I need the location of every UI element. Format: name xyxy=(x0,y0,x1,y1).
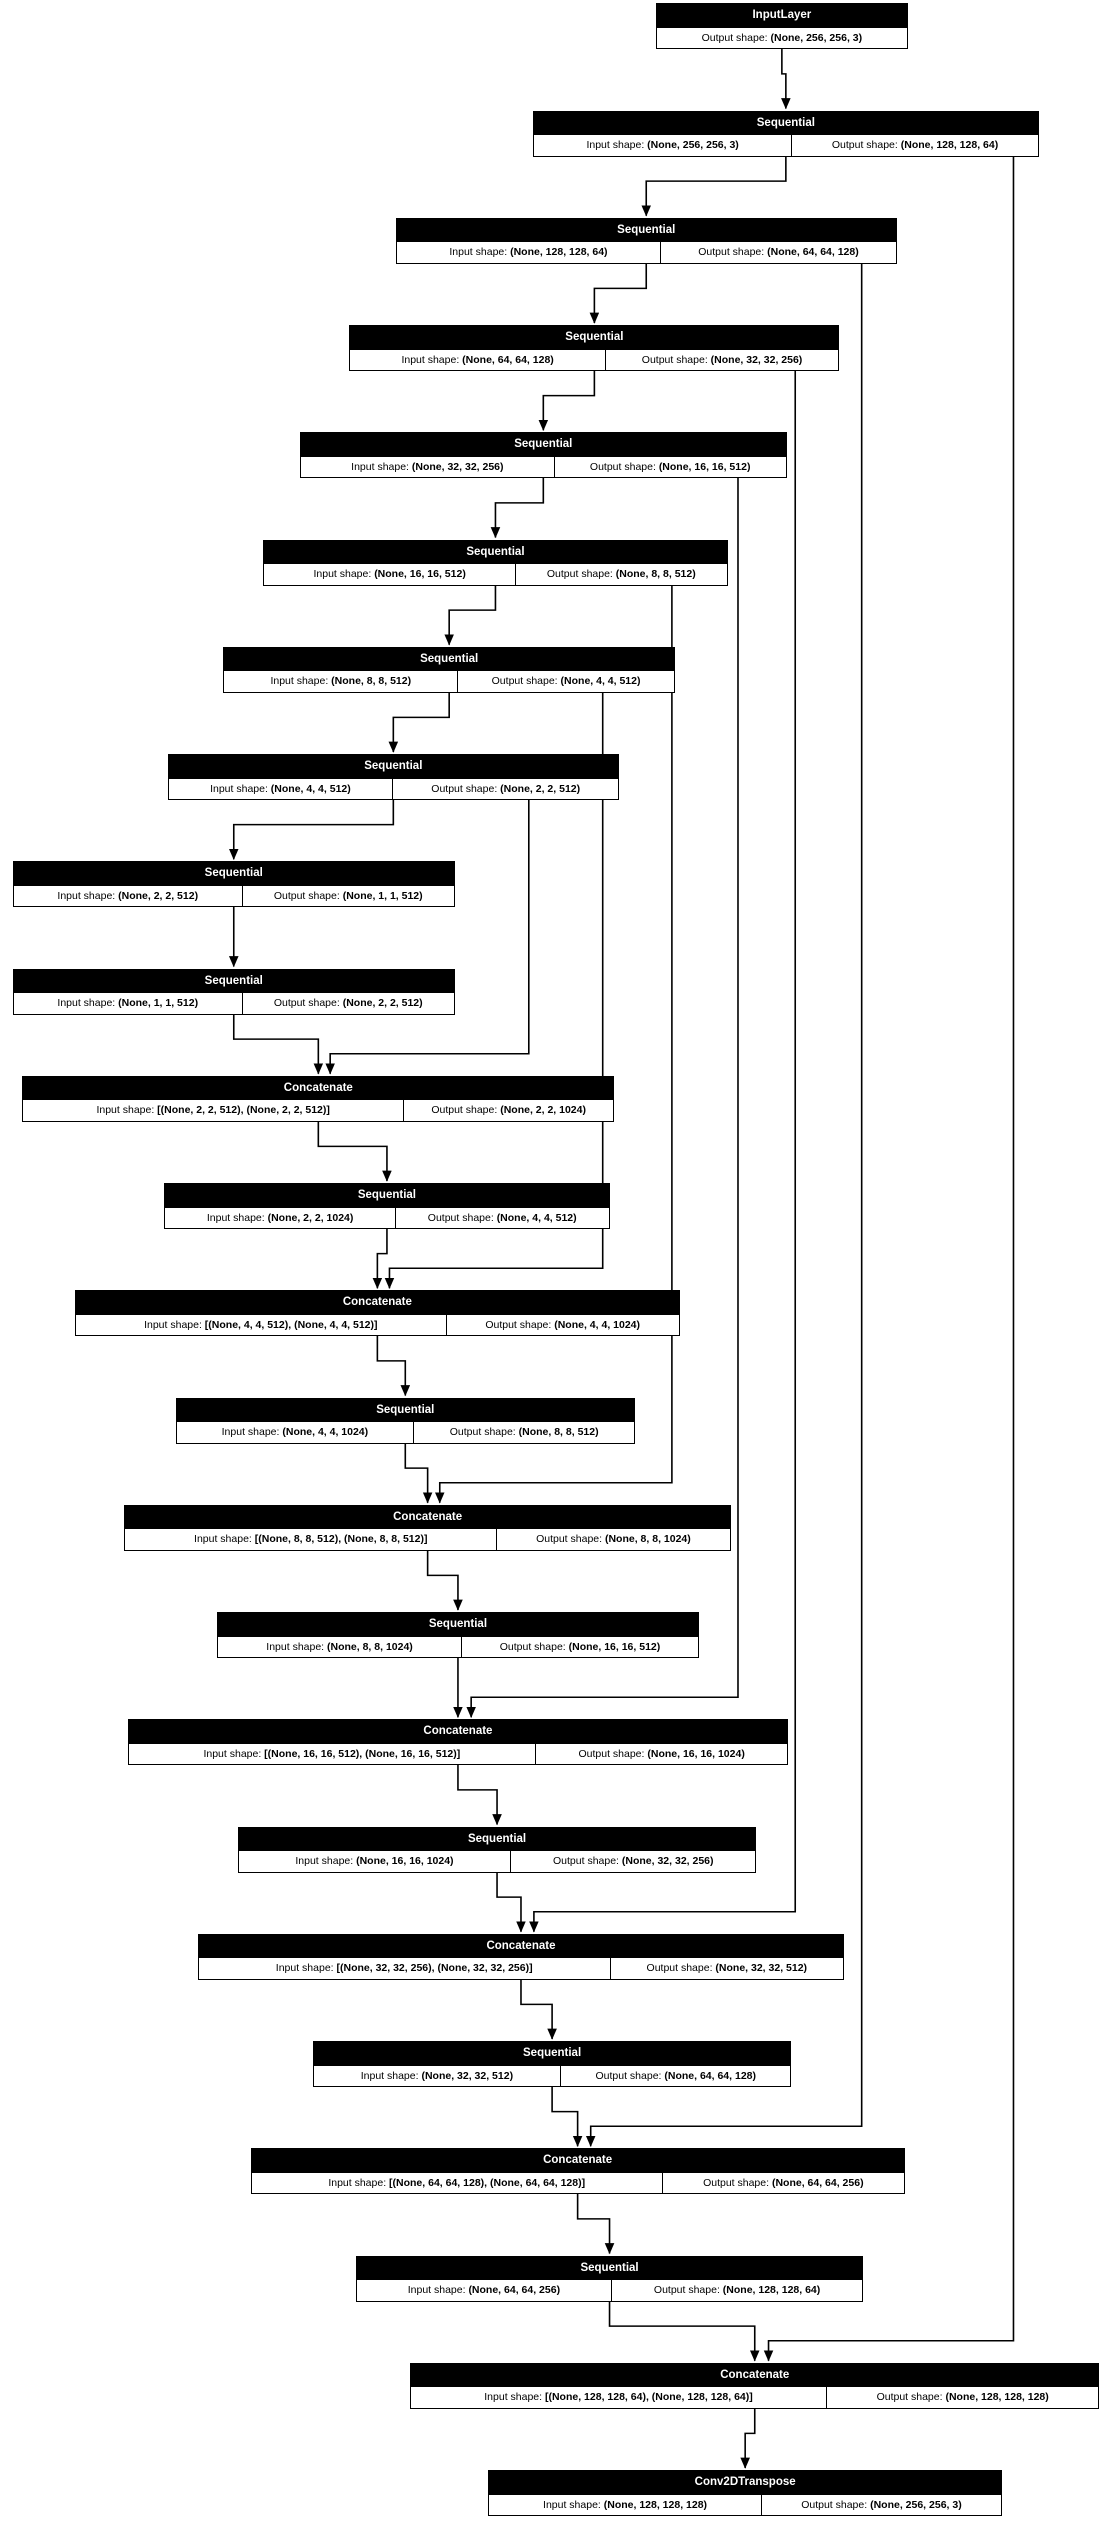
graph-node xyxy=(349,325,839,371)
node-output-value: (None, 2, 2, 512) xyxy=(342,997,423,1010)
node-title: InputLayer xyxy=(657,4,907,27)
node-input-value: (None, 256, 256, 3) xyxy=(647,139,739,152)
node-title: Sequential xyxy=(177,1399,635,1422)
graph-edge xyxy=(440,574,672,1503)
node-input-value: (None, 8, 8, 512) xyxy=(331,675,412,688)
graph-edge xyxy=(534,359,795,1932)
graph-node xyxy=(313,2041,792,2087)
node-output-value: (None, 128, 128, 64) xyxy=(722,2284,821,2297)
node-shapes xyxy=(252,2172,904,2194)
node-title: Concatenate xyxy=(252,2149,904,2172)
node-shapes xyxy=(350,349,838,371)
node-output-value: (None, 2, 2, 1024) xyxy=(500,1104,586,1117)
node-title: Sequential xyxy=(239,1828,756,1851)
node-title: Concatenate xyxy=(411,2364,1098,2387)
node-shapes xyxy=(489,2494,1001,2516)
node-output-shape: Output shape: (None, 128, 128, 128) xyxy=(876,2391,1049,2404)
node-shapes xyxy=(14,885,454,907)
node-title: Conv2DTranspose xyxy=(489,2471,1001,2494)
graph-node xyxy=(656,3,908,49)
graph-node xyxy=(533,111,1039,157)
node-input-shape: Input shape: (None, 8, 8, 1024) xyxy=(218,1637,462,1658)
node-output-shape: Output shape: (None, 4, 4, 512) xyxy=(491,675,641,688)
node-input-shape: Input shape: (None, 64, 64, 128) xyxy=(350,350,605,371)
node-input-value: (None, 32, 32, 512) xyxy=(421,2069,514,2082)
node-input-value: [(None, 64, 64, 128), (None, 64, 64, 128)] xyxy=(389,2176,586,2189)
node-output-shape: Output shape: (None, 2, 2, 512) xyxy=(431,782,581,795)
graph-node xyxy=(238,1827,757,1873)
node-output-value: (None, 8, 8, 512) xyxy=(615,568,696,581)
node-output-value: (None, 128, 128, 64) xyxy=(900,139,999,152)
node-input-shape: Input shape: (None, 16, 16, 1024) xyxy=(239,1851,511,1872)
node-output-shape: Output shape: (None, 4, 4, 512) xyxy=(427,1211,577,1224)
graph-node xyxy=(176,1398,636,1444)
node-input-value: [(None, 8, 8, 512), (None, 8, 8, 512)] xyxy=(254,1533,428,1546)
node-input-value: (None, 128, 128, 64) xyxy=(510,246,608,259)
node-title: Sequential xyxy=(224,648,674,671)
graph-node xyxy=(128,1719,789,1765)
node-shapes xyxy=(177,1421,635,1443)
node-input-value: (None, 64, 64, 256) xyxy=(468,2284,561,2297)
node-input-shape: Input shape: (None, 32, 32, 512) xyxy=(314,2066,561,2087)
node-output-value: (None, 16, 16, 1024) xyxy=(647,1747,745,1760)
node-shapes xyxy=(125,1528,729,1550)
node-input-value: (None, 8, 8, 1024) xyxy=(327,1640,413,1653)
node-shapes xyxy=(657,27,907,49)
node-input-value: (None, 64, 64, 128) xyxy=(462,353,554,366)
node-shapes xyxy=(534,134,1038,156)
node-output-value: (None, 1, 1, 512) xyxy=(342,889,423,902)
node-shapes xyxy=(239,1850,756,1872)
node-input-value: (None, 16, 16, 512) xyxy=(374,568,466,581)
node-title: Sequential xyxy=(218,1613,698,1636)
node-output-shape: Output shape: (None, 8, 8, 512) xyxy=(546,568,696,581)
node-output-value: (None, 128, 128, 128) xyxy=(945,2391,1049,2404)
node-shapes xyxy=(199,1957,843,1979)
node-title: Sequential xyxy=(169,755,619,778)
node-shapes xyxy=(264,563,726,585)
node-output-shape: Output shape: (None, 16, 16, 512) xyxy=(589,460,751,473)
node-input-value: [(None, 128, 128, 64), (None, 128, 128, 64)] xyxy=(544,2391,753,2404)
graph-node xyxy=(488,2470,1002,2516)
graph-node xyxy=(356,2256,863,2302)
node-output-value: (None, 64, 64, 128) xyxy=(767,246,859,259)
node-output-value: (None, 16, 16, 512) xyxy=(568,1640,661,1653)
node-input-shape: Input shape: [(None, 32, 32, 256), (None, 32, 32, 256)] xyxy=(199,1958,611,1979)
node-output-value: (None, 4, 4, 1024) xyxy=(554,1318,641,1331)
node-title: Concatenate xyxy=(76,1291,679,1314)
node-input-shape: Input shape: (None, 128, 128, 64) xyxy=(397,242,662,263)
node-shapes xyxy=(224,670,674,692)
graph-node xyxy=(124,1505,730,1551)
node-output-shape: Output shape: (None, 2, 2, 512) xyxy=(273,997,423,1010)
node-shapes xyxy=(165,1207,608,1229)
node-output-shape: Output shape: (None, 128, 128, 64) xyxy=(831,139,999,152)
node-input-shape: Input shape: (None, 32, 32, 256) xyxy=(301,457,555,478)
node-output-shape: Output shape: (None, 8, 8, 512) xyxy=(449,1426,599,1439)
node-output-shape: Output shape: (None, 1, 1, 512) xyxy=(273,889,423,902)
node-title: Concatenate xyxy=(23,1077,613,1100)
node-shapes xyxy=(397,241,896,263)
graph-node xyxy=(300,432,787,478)
node-output-value: (None, 256, 256, 3) xyxy=(870,2498,962,2511)
node-input-value: (None, 32, 32, 256) xyxy=(411,460,504,473)
node-title: Concatenate xyxy=(125,1506,729,1529)
node-title: Concatenate xyxy=(199,1935,843,1958)
node-output-value: (None, 32, 32, 512) xyxy=(715,1962,808,1975)
graph-node xyxy=(164,1183,609,1229)
node-output-value: (None, 32, 32, 256) xyxy=(710,353,803,366)
node-input-shape: Input shape: [(None, 2, 2, 512), (None, 2, 2, 512)] xyxy=(23,1100,404,1121)
graph-node xyxy=(410,2363,1099,2409)
node-title: Concatenate xyxy=(129,1720,788,1743)
node-input-shape: Input shape: (None, 2, 2, 1024) xyxy=(165,1208,396,1229)
node-output-value: (None, 8, 8, 512) xyxy=(518,1426,599,1439)
node-input-value: (None, 128, 128, 128) xyxy=(603,2498,708,2511)
node-input-shape: Input shape: (None, 8, 8, 512) xyxy=(224,671,458,692)
node-input-value: (None, 4, 4, 512) xyxy=(270,782,351,795)
node-output-value: (None, 16, 16, 512) xyxy=(658,460,751,473)
node-output-shape: Output shape: (None, 32, 32, 512) xyxy=(646,1962,808,1975)
graph-node xyxy=(396,218,897,264)
node-input-value: [(None, 2, 2, 512), (None, 2, 2, 512)] xyxy=(157,1104,330,1117)
node-output-value: (None, 2, 2, 512) xyxy=(500,782,581,795)
node-input-shape: Input shape: (None, 256, 256, 3) xyxy=(534,135,792,156)
node-output-shape: Output shape: (None, 16, 16, 512) xyxy=(499,1640,661,1653)
node-input-value: [(None, 4, 4, 512), (None, 4, 4, 512)] xyxy=(204,1318,378,1331)
graph-node xyxy=(223,647,675,693)
node-shapes xyxy=(129,1743,788,1765)
graph-edge xyxy=(769,145,1014,2361)
node-title: Sequential xyxy=(350,326,838,349)
node-output-shape: Output shape: (None, 256, 256, 3) xyxy=(701,31,863,44)
node-output-value: (None, 32, 32, 256) xyxy=(621,1855,714,1868)
node-output-value: (None, 4, 4, 512) xyxy=(496,1211,577,1224)
node-input-shape: Input shape: (None, 128, 128, 128) xyxy=(489,2495,762,2516)
node-title: Sequential xyxy=(314,2042,791,2065)
node-output-shape: Output shape: (None, 16, 16, 1024) xyxy=(578,1747,745,1760)
node-title: Sequential xyxy=(397,219,896,242)
node-shapes xyxy=(218,1636,698,1658)
node-output-shape: Output shape: (None, 64, 64, 256) xyxy=(703,2176,864,2189)
node-input-value: [(None, 32, 32, 256), (None, 32, 32, 256)] xyxy=(336,1962,533,1975)
node-output-shape: Output shape: (None, 32, 32, 256) xyxy=(641,353,803,366)
node-output-shape: Output shape: (None, 8, 8, 1024) xyxy=(536,1533,691,1546)
node-input-shape: Input shape: [(None, 8, 8, 512), (None, 8, 8, 512)] xyxy=(125,1529,497,1550)
graph-node xyxy=(217,1612,699,1658)
graph-node xyxy=(13,861,455,907)
node-title: Sequential xyxy=(264,541,726,564)
node-shapes xyxy=(314,2065,791,2087)
node-title: Sequential xyxy=(301,433,786,456)
node-output-value: (None, 8, 8, 1024) xyxy=(604,1533,691,1546)
node-input-value: (None, 2, 2, 512) xyxy=(118,889,199,902)
node-shapes xyxy=(23,1099,613,1121)
node-shapes xyxy=(357,2279,862,2301)
node-output-shape: Output shape: (None, 128, 128, 64) xyxy=(653,2284,821,2297)
graph-node xyxy=(263,540,727,586)
graph-node xyxy=(168,754,620,800)
node-input-shape: Input shape: [(None, 16, 16, 512), (None, 16, 16, 512)] xyxy=(129,1744,536,1765)
node-input-shape: Input shape: (None, 4, 4, 1024) xyxy=(177,1422,415,1443)
node-shapes xyxy=(76,1314,679,1336)
node-input-shape: Input shape: [(None, 128, 128, 64), (None, 128, 128, 64)] xyxy=(411,2387,827,2408)
node-title: Sequential xyxy=(14,862,454,885)
node-output-value: (None, 4, 4, 512) xyxy=(560,675,641,688)
node-output-shape: Output shape: (None, 2, 2, 1024) xyxy=(431,1104,586,1117)
node-output-value: (None, 64, 64, 256) xyxy=(771,2176,864,2189)
node-input-value: (None, 2, 2, 1024) xyxy=(267,1211,354,1224)
node-title: Sequential xyxy=(14,970,454,993)
node-output-value: (None, 64, 64, 128) xyxy=(664,2069,756,2082)
graph-node xyxy=(22,1076,614,1122)
node-output-shape: Output shape: (None, 256, 256, 3) xyxy=(801,2498,962,2511)
node-shapes xyxy=(14,992,454,1014)
graph-node xyxy=(198,1934,844,1980)
node-title: Sequential xyxy=(165,1184,608,1207)
node-input-shape: Input shape: [(None, 64, 64, 128), (None, 64, 64, 128)] xyxy=(252,2173,663,2194)
node-input-shape: Input shape: (None, 2, 2, 512) xyxy=(14,886,243,907)
node-input-value: (None, 16, 16, 1024) xyxy=(356,1855,454,1868)
node-output-value: (None, 256, 256, 3) xyxy=(770,31,863,44)
node-output-shape: Output shape: (None, 64, 64, 128) xyxy=(595,2069,756,2082)
node-input-shape: Input shape: [(None, 4, 4, 512), (None, 4, 4, 512)] xyxy=(76,1315,447,1336)
node-input-shape: Input shape: (None, 64, 64, 256) xyxy=(357,2280,612,2301)
node-shapes xyxy=(411,2386,1098,2408)
node-input-shape: Input shape: (None, 1, 1, 512) xyxy=(14,993,243,1014)
node-output-shape: Output shape: (None, 4, 4, 1024) xyxy=(485,1318,641,1331)
graph-edge xyxy=(330,788,529,1074)
node-title: Sequential xyxy=(357,2257,862,2280)
node-input-shape: Input shape: (None, 4, 4, 512) xyxy=(169,779,394,800)
node-input-value: [(None, 16, 16, 512), (None, 16, 16, 512)] xyxy=(264,1747,461,1760)
node-shapes xyxy=(169,778,619,800)
node-input-value: (None, 1, 1, 512) xyxy=(118,997,199,1010)
node-output-shape: Output shape: (None, 64, 64, 128) xyxy=(698,246,859,259)
graph-node xyxy=(251,2148,905,2194)
node-input-value: (None, 4, 4, 1024) xyxy=(282,1426,369,1439)
graph-node xyxy=(13,969,455,1015)
node-shapes xyxy=(301,456,786,478)
graph-node xyxy=(75,1290,680,1336)
node-input-shape: Input shape: (None, 16, 16, 512) xyxy=(264,564,516,585)
node-title: Sequential xyxy=(534,112,1038,135)
node-output-shape: Output shape: (None, 32, 32, 256) xyxy=(553,1855,714,1868)
